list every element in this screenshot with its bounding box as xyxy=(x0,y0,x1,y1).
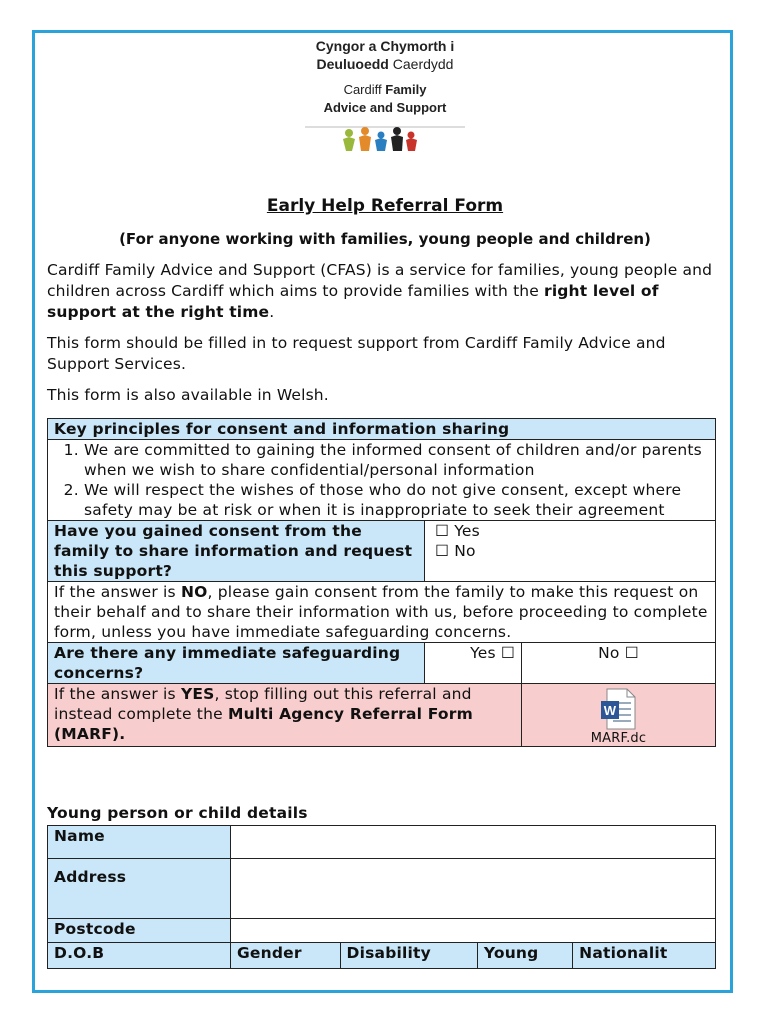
address-field[interactable] xyxy=(231,859,716,919)
intro-paragraph-3: This form is also available in Welsh. xyxy=(47,386,329,404)
logo-english-line2: Advice and Support xyxy=(323,100,447,115)
nationality-label: Nationalit xyxy=(573,943,716,969)
consent-no-checkbox[interactable]: ☐ No xyxy=(435,542,476,560)
consent-question: Have you gained consent from the family to share information and request this support? xyxy=(48,521,425,582)
consent-note: If the answer is NO, please gain consent from the family to make this request on their behalf and to share their information with us, before proceeding to complete form, unless you have immediate safeguarding concerns. xyxy=(48,582,716,643)
name-label: Name xyxy=(48,826,231,859)
child-section-label: Young person or child details xyxy=(47,804,308,822)
logo-english-line1: Cardiff Family xyxy=(343,82,427,97)
cfas-logo xyxy=(0,37,770,155)
young-carer-label: Young xyxy=(477,943,572,969)
name-field[interactable] xyxy=(231,826,716,859)
address-label: Address xyxy=(48,859,231,919)
marf-attachment[interactable] xyxy=(522,684,716,747)
logo-welsh-line2: Deuluoedd Caerdydd xyxy=(316,56,454,72)
form-subtitle: (For anyone working with families, young people and children) xyxy=(119,230,651,248)
svg-text:W: W xyxy=(603,703,616,718)
marf-filename: MARF.dc xyxy=(590,731,647,746)
safeguarding-question: Are there any immediate safeguarding concerns? xyxy=(48,643,425,684)
consent-table xyxy=(47,418,716,747)
disability-label: Disability xyxy=(340,943,477,969)
intro-paragraph-1: Cardiff Family Advice and Support (CFAS) is a service for families, young people and children across Cardiff which aims to provide families with the right level of support at the right time. xyxy=(47,261,713,321)
logo-welsh-line1: Cyngor a Chymorth i xyxy=(315,38,455,54)
family-figures-icon xyxy=(305,121,465,155)
child-details-table xyxy=(47,825,716,969)
consent-principles xyxy=(48,440,716,521)
marf-instruction: If the answer is YES, stop filling out this referral and instead complete the Multi Agency Referral Form (MARF). xyxy=(48,684,522,747)
principle-item: 1. We are committed to gaining the informed consent of children and/or parents when we wish to share confidential/personal information xyxy=(84,440,709,480)
form-title: Early Help Referral Form xyxy=(266,196,504,216)
postcode-field[interactable] xyxy=(231,919,716,943)
consent-yes-checkbox[interactable]: ☐ Yes xyxy=(435,522,480,540)
principle-item: 2. We will respect the wishes of those who do not give consent, except where safety may be at risk or when it is inappropriate to seek their agreement xyxy=(84,480,709,520)
safeguarding-no-checkbox[interactable]: No ☐ xyxy=(522,643,716,684)
consent-header: Key principles for consent and information sharing xyxy=(48,419,716,440)
word-document-icon xyxy=(599,687,639,731)
consent-options xyxy=(425,521,716,582)
gender-label: Gender xyxy=(231,943,341,969)
intro-paragraph-2: This form should be filled in to request support from Cardiff Family Advice and Support Services. xyxy=(47,334,666,373)
postcode-label: Postcode xyxy=(48,919,231,943)
dob-label: D.O.B xyxy=(48,943,231,969)
safeguarding-yes-checkbox[interactable]: Yes ☐ xyxy=(425,643,522,684)
